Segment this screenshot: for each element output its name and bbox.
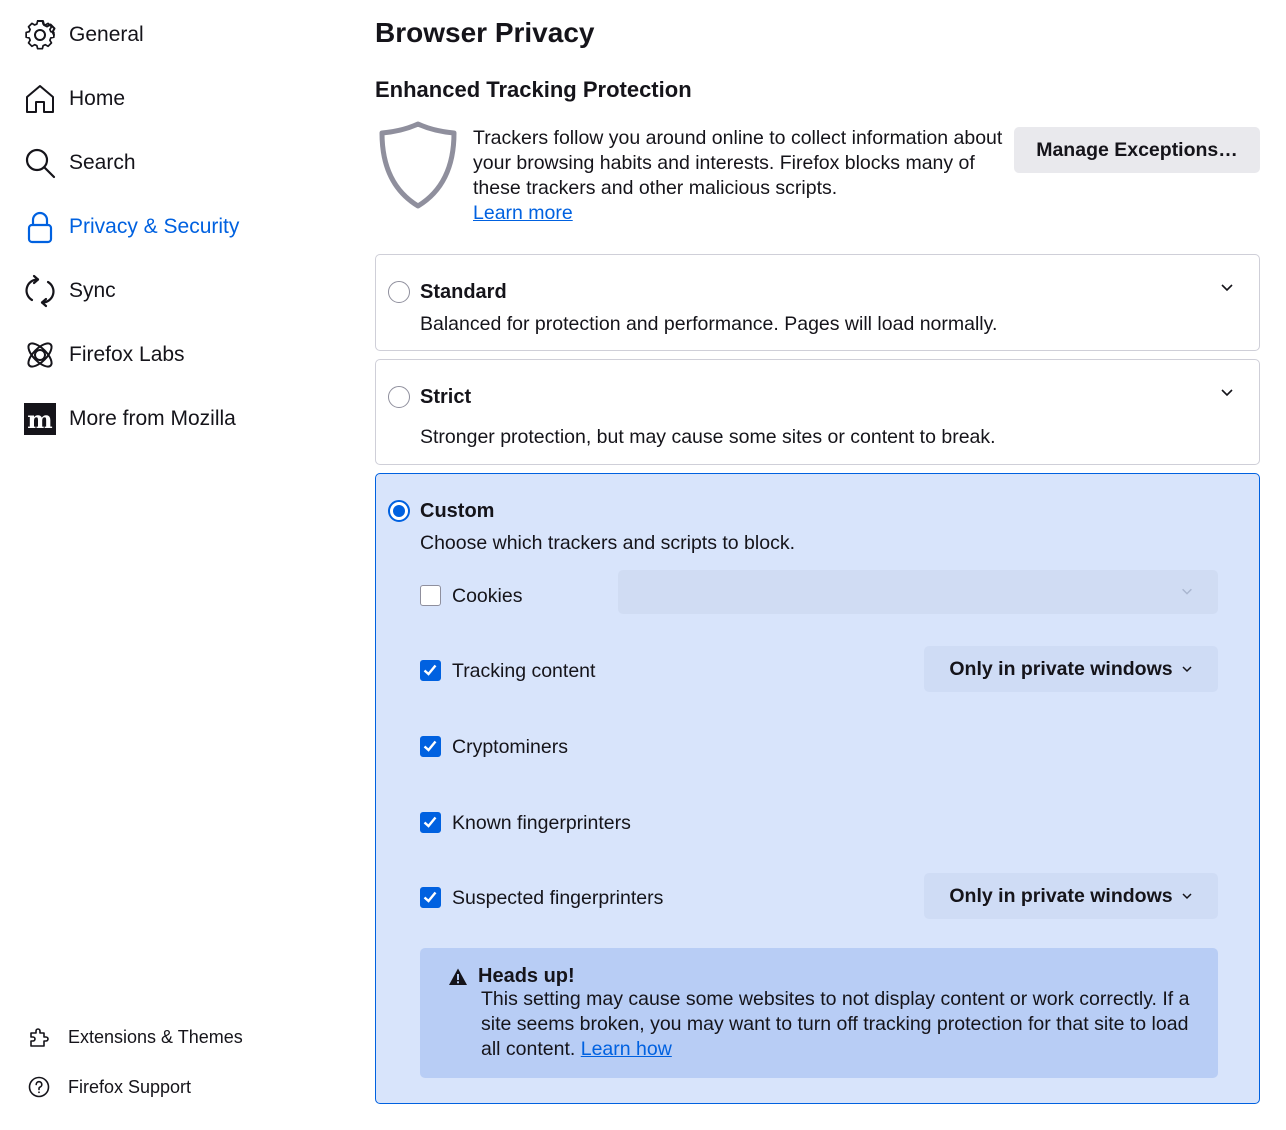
suspected-fingerprinters-label: Suspected fingerprinters bbox=[452, 887, 664, 909]
puzzle-icon bbox=[24, 1022, 54, 1052]
sidebar-item-label: Firefox Labs bbox=[69, 343, 185, 366]
warning-body: This setting may cause some websites to not display content or work correctly. If a site seems broken, you may want to turn off tracking protection for that site to load all content. bbox=[481, 988, 1190, 1060]
tracking-content-checkbox[interactable] bbox=[420, 660, 441, 681]
tracking-protection-description bbox=[473, 126, 1003, 226]
standard-radio[interactable] bbox=[388, 281, 410, 303]
section-title: Enhanced Tracking Protection bbox=[375, 77, 692, 102]
help-circle-icon bbox=[24, 1072, 54, 1102]
gear-icon bbox=[22, 17, 58, 53]
custom-radio[interactable] bbox=[388, 500, 410, 522]
suspected-fingerprinters-select-value: Only in private windows bbox=[949, 884, 1173, 907]
home-icon bbox=[22, 81, 58, 117]
sidebar-item-label: Sync bbox=[69, 279, 116, 302]
strict-description: Stronger protection, but may cause some sites or content to break. bbox=[420, 426, 996, 448]
custom-description: Choose which trackers and scripts to block. bbox=[420, 532, 795, 554]
suspected-fingerprinters-select[interactable] bbox=[924, 873, 1218, 919]
heads-up-warning bbox=[420, 948, 1218, 1078]
standard-description: Balanced for protection and performance. Pages will load normally. bbox=[420, 313, 998, 335]
cookies-label: Cookies bbox=[452, 585, 523, 607]
sidebar-footer-label: Firefox Support bbox=[68, 1076, 192, 1097]
check-icon bbox=[421, 737, 439, 755]
firefox-support-link[interactable] bbox=[24, 1072, 191, 1102]
sidebar-footer-label: Extensions & Themes bbox=[68, 1026, 243, 1047]
tracking-content-select-value: Only in private windows bbox=[949, 657, 1173, 680]
manage-exceptions-button[interactable]: Manage Exceptions… bbox=[1014, 127, 1260, 173]
strict-radio[interactable] bbox=[388, 386, 410, 408]
tracking-content-select[interactable] bbox=[924, 646, 1218, 692]
chevron-down-icon bbox=[1181, 890, 1193, 902]
shield-icon bbox=[377, 120, 459, 210]
cookies-select-disabled bbox=[618, 570, 1218, 614]
warning-text bbox=[481, 987, 1201, 1062]
sidebar bbox=[0, 0, 340, 1130]
cryptominers-label: Cryptominers bbox=[452, 736, 568, 758]
svg-text:m: m bbox=[27, 405, 53, 434]
known-fingerprinters-checkbox[interactable] bbox=[420, 812, 441, 833]
sync-icon bbox=[22, 273, 58, 309]
sidebar-item-home[interactable] bbox=[22, 77, 125, 121]
sidebar-item-sync[interactable] bbox=[22, 269, 116, 313]
check-icon bbox=[421, 888, 439, 906]
sidebar-item-label: Home bbox=[69, 87, 126, 110]
warning-icon bbox=[448, 967, 468, 987]
sidebar-item-firefox-labs[interactable] bbox=[22, 333, 185, 377]
learn-how-link[interactable]: Learn how bbox=[580, 1038, 672, 1060]
custom-option-card[interactable] bbox=[375, 473, 1260, 1104]
strict-option-card[interactable] bbox=[375, 359, 1260, 465]
custom-title: Custom bbox=[420, 500, 495, 522]
sidebar-item-general[interactable] bbox=[22, 13, 144, 57]
warning-title: Heads up! bbox=[478, 965, 575, 987]
chevron-down-icon[interactable] bbox=[1219, 279, 1235, 295]
sidebar-item-label: Privacy & Security bbox=[69, 215, 240, 238]
known-fingerprinters-label: Known fingerprinters bbox=[452, 812, 631, 834]
mozilla-m-icon bbox=[22, 401, 58, 437]
standard-title: Standard bbox=[420, 281, 507, 303]
chevron-down-icon bbox=[1181, 663, 1193, 675]
sidebar-item-more-from-mozilla[interactable] bbox=[22, 397, 236, 441]
suspected-fingerprinters-checkbox[interactable] bbox=[420, 887, 441, 908]
sidebar-item-label: Search bbox=[69, 151, 136, 174]
search-icon bbox=[22, 145, 58, 181]
tracking-content-label: Tracking content bbox=[452, 660, 596, 682]
learn-more-link[interactable]: Learn more bbox=[473, 202, 573, 224]
strict-title: Strict bbox=[420, 386, 472, 408]
check-icon bbox=[421, 813, 439, 831]
page-title: Browser Privacy bbox=[375, 17, 595, 48]
extensions-themes-link[interactable] bbox=[24, 1022, 243, 1052]
sidebar-item-label: More from Mozilla bbox=[69, 407, 236, 430]
sidebar-item-label: General bbox=[69, 23, 144, 46]
check-icon bbox=[421, 661, 439, 679]
cookies-checkbox[interactable] bbox=[420, 585, 441, 606]
standard-option-card[interactable] bbox=[375, 254, 1260, 351]
sidebar-item-search[interactable] bbox=[22, 141, 136, 185]
chevron-down-icon[interactable] bbox=[1219, 384, 1235, 400]
cryptominers-checkbox[interactable] bbox=[420, 736, 441, 757]
sidebar-item-privacy-security[interactable] bbox=[22, 205, 239, 249]
atom-icon bbox=[22, 337, 58, 373]
lock-icon bbox=[22, 209, 58, 245]
intro-text: Trackers follow you around online to collect information about your browsing habits and interests. Firefox blocks many of these trackers and other malicious scripts. bbox=[473, 127, 1003, 199]
chevron-down-icon bbox=[1180, 584, 1194, 598]
